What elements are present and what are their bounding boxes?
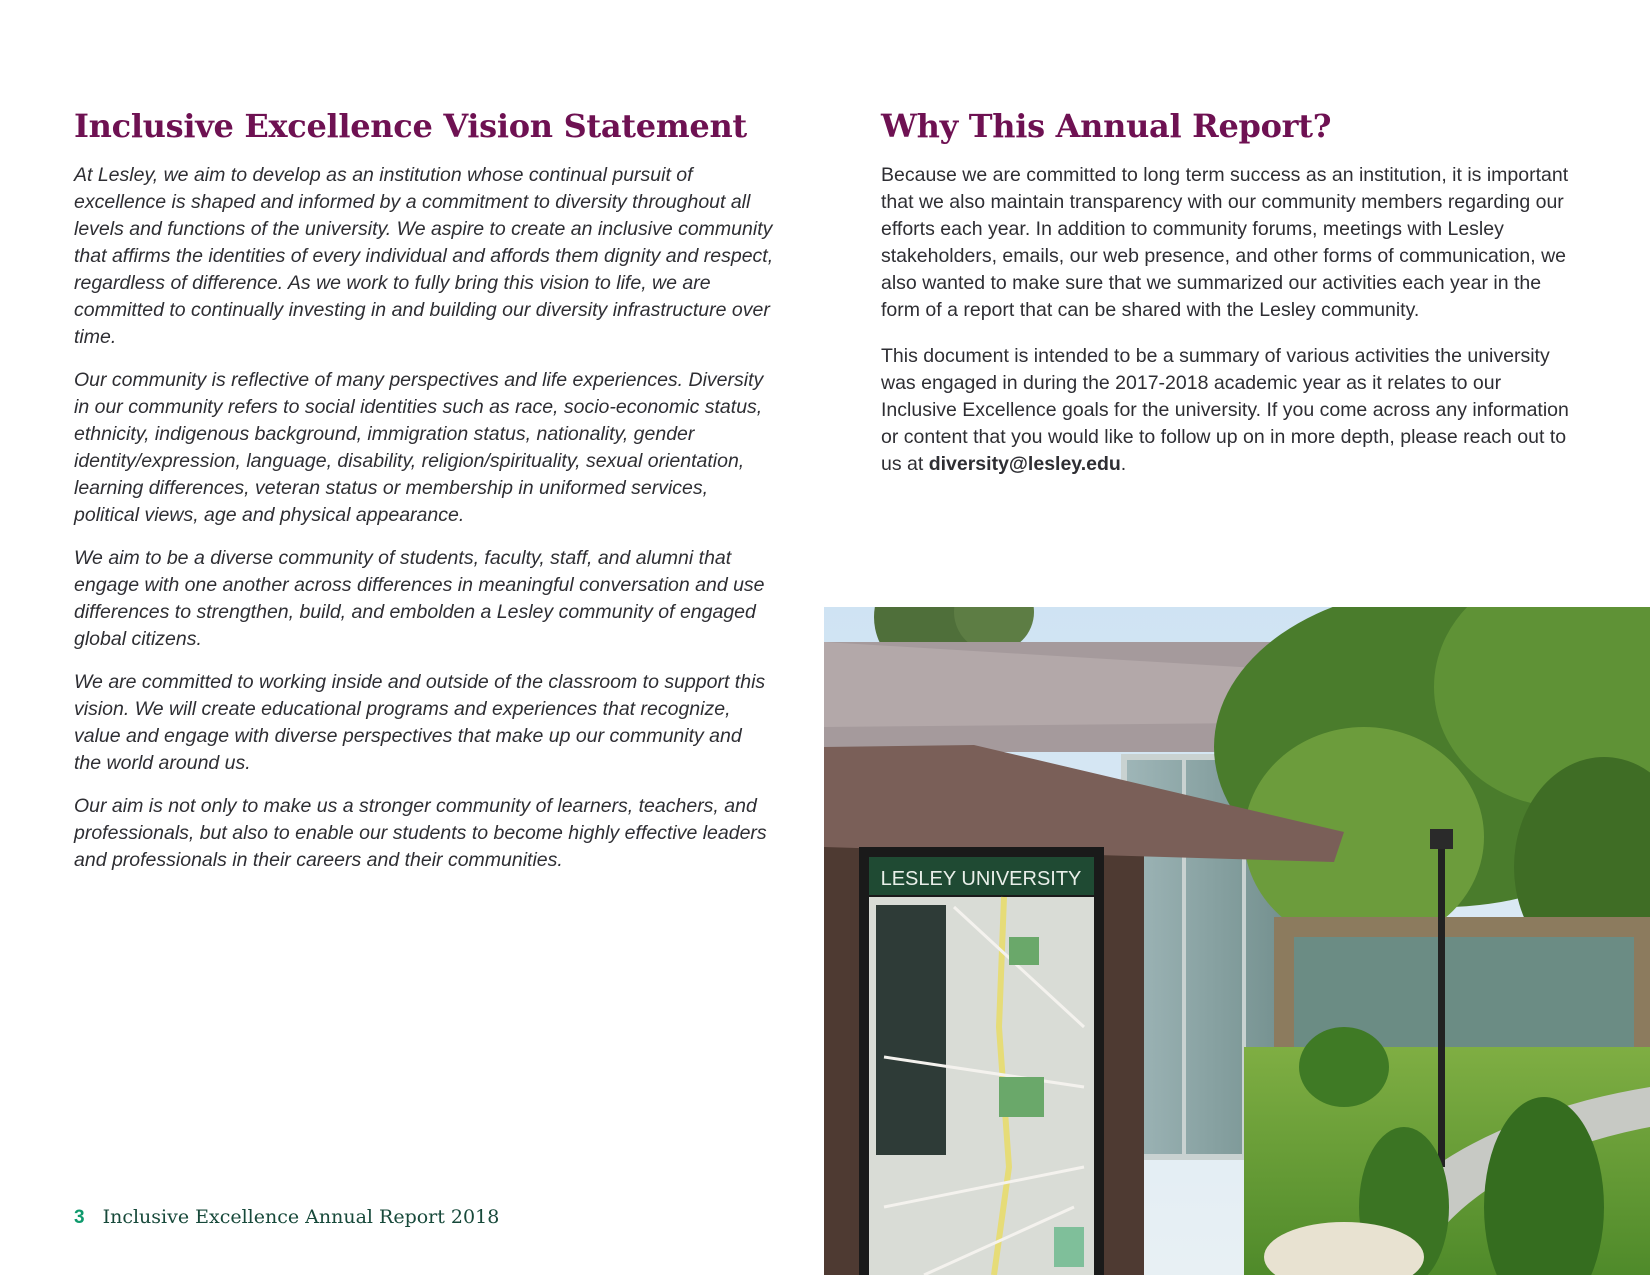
- vision-paragraph-5: Our aim is not only to make us a stronger community of learners, teachers, and professionals, but also to enable our students to become highly effective leaders and professionals in their careers and their communities.: [74, 795, 767, 871]
- sign-title: LESLEY UNIVERSITY: [880, 868, 1082, 890]
- report-paragraph-2-end: .: [1120, 453, 1127, 475]
- vision-heading: Inclusive Excellence Vision Statement: [74, 107, 747, 145]
- page-footer: [74, 1206, 499, 1229]
- vision-statement-column: [74, 162, 774, 890]
- vision-paragraph-3: We aim to be a diverse community of students, faculty, staff, and alumni that engage with one another across differences in meaningful conversation and use differences to strengthen, build, and embolden a Lesley community of engaged global citizens.: [74, 547, 765, 650]
- vision-paragraph-1: At Lesley, we aim to develop as an institution whose continual pursuit of excellence is shaped and informed by a commitment to diversity throughout all levels and functions of the university. We aspire to create an inclusive community that affirms the identities of every individual and affords them dignity and respect, regardless of difference. As we work to fully bring this vision to life, we are committed to continually investing in and building our diversity infrastructure over time.: [74, 164, 774, 348]
- report-paragraph-1: Because we are committed to long term success as an institution, it is important that we also maintain transparency with our community members regarding our efforts each year. In addition to community forums, meetings with Lesley stakeholders, emails, our web presence, and other forms of communication, we also wanted to make sure that we summarized our activities each year in the form of a report that can be shared with the Lesley community.: [881, 164, 1569, 321]
- diversity-email-link[interactable]: diversity@lesley.edu: [928, 453, 1121, 475]
- vision-paragraph-2: Our community is reflective of many perspectives and life experiences. Diversity in our community refers to social identities such as race, socio-economic status, ethnicity, indigenous background, immigration status, nationality, gender identity/expression, language, disability, religion/spirituality, sexual orientation, learning differences, veteran status or membership in uniformed services, political views, age and physical appearance.: [74, 369, 764, 526]
- annual-report-column: [881, 162, 1581, 497]
- report-paragraph-2-text: This document is intended to be a summary of various activities the university was engaged in during the 2017-2018 academic year as it relates to our Inclusive Excellence goals for the university. If you come across any information or content that you would like to follow up on in more depth, please reach out to us at: [881, 345, 1569, 475]
- annual-report-heading: Why This Annual Report?: [881, 107, 1332, 145]
- vision-paragraph-4: We are committed to working inside and outside of the classroom to support this vision. We will create educational programs and experiences that recognize, value and engage with diverse perspectives that make up our community and the world around us.: [74, 671, 766, 774]
- report-paragraph-2: [881, 343, 1581, 478]
- campus-photo: [824, 607, 1650, 1275]
- footer-title: Inclusive Excellence Annual Report 2018: [102, 1206, 500, 1228]
- page-number: 3: [74, 1207, 85, 1228]
